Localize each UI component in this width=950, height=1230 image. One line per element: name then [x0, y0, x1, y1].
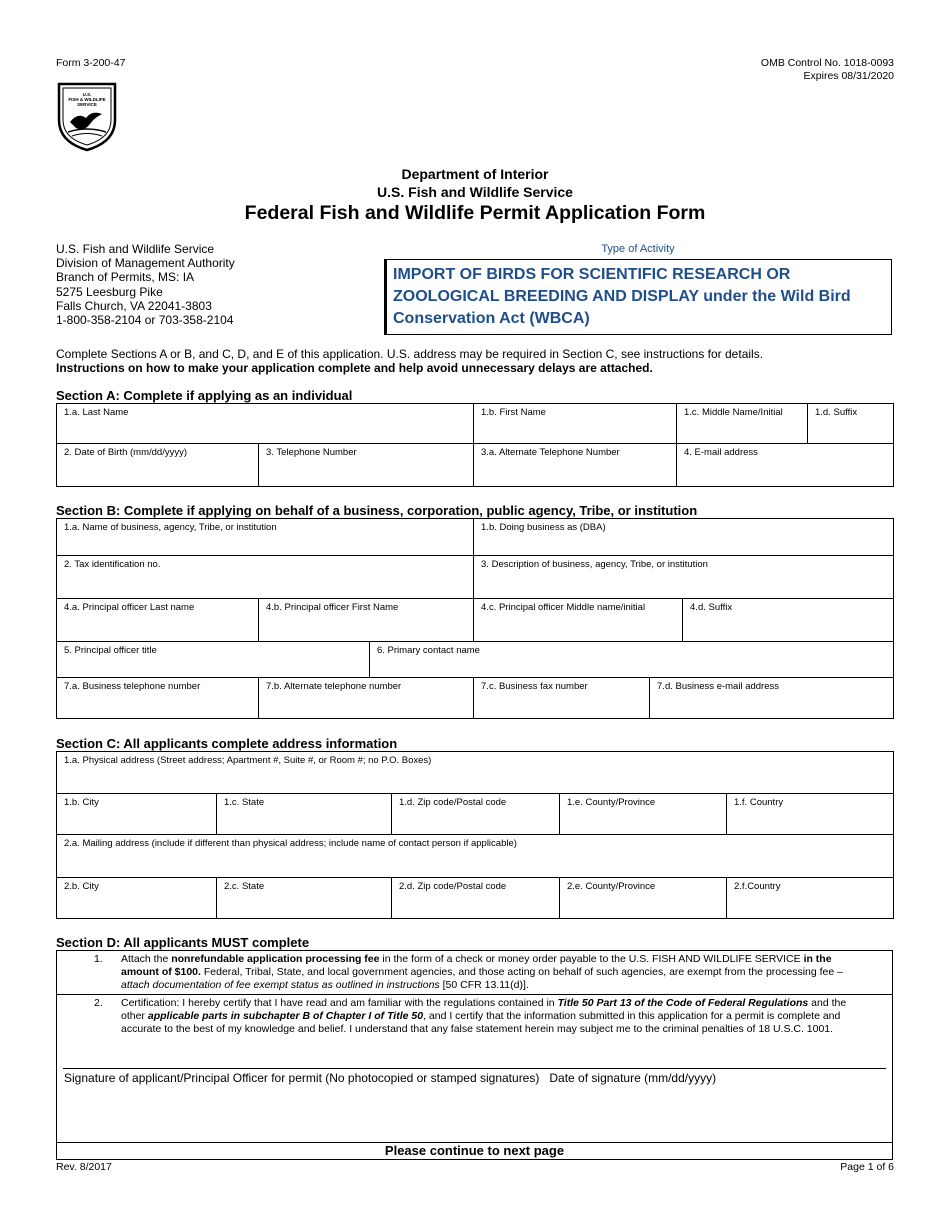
- mailing-city-field[interactable]: [57, 878, 217, 919]
- certification-text: [121, 997, 864, 1036]
- text-run: Title 50 Part 13 of the Code of Federal Regulations: [557, 997, 809, 1009]
- section-b-table: [56, 518, 894, 719]
- address-line: Division of Management Authority: [56, 256, 235, 271]
- address-line: Branch of Permits, MS: IA: [56, 270, 195, 285]
- tax-id-field[interactable]: [57, 556, 474, 599]
- county-field[interactable]: [560, 794, 727, 835]
- mailing-state-field[interactable]: [217, 878, 392, 919]
- field-label: 4.a. Principal officer Last name: [64, 602, 195, 613]
- address-line: 1-800-358-2104 or 703-358-2104: [56, 313, 234, 328]
- activity-text: [393, 264, 885, 330]
- physical-address-field[interactable]: [57, 752, 894, 794]
- address-line: Falls Church, VA 22041-3803: [56, 298, 212, 313]
- zip-field[interactable]: [392, 794, 560, 835]
- field-label: 3.a. Alternate Telephone Number: [481, 447, 620, 458]
- dob-field[interactable]: [57, 444, 259, 487]
- business-alt-phone-field[interactable]: [259, 678, 474, 719]
- svg-text:SERVICE: SERVICE: [77, 102, 97, 107]
- text-run: in the form of a check or money order payable to the U.S. FISH AND WILDLIFE SERVICE: [379, 953, 804, 965]
- alt-phone-field[interactable]: [474, 444, 677, 487]
- primary-contact-field[interactable]: [370, 642, 894, 678]
- activity-box: [384, 259, 892, 335]
- middle-name-field[interactable]: [677, 404, 808, 444]
- form-number: Form 3-200-47: [56, 57, 126, 69]
- department: Department of Interior: [401, 166, 549, 182]
- dba-field[interactable]: [474, 519, 894, 556]
- field-label: 5. Principal officer title: [64, 645, 157, 656]
- omb-control: OMB Control No. 1018-0093: [760, 57, 894, 69]
- email-field[interactable]: [677, 444, 894, 487]
- field-label: 2.f.Country: [734, 881, 781, 892]
- activity-bold: IMPORT OF BIRDS FOR SCIENTIFIC RESEARCH OR ZOOLOGICAL BREEDING AND DISPLAY: [393, 266, 791, 305]
- section-b-title: Section B: Complete if applying on behalf of a business, corporation, public agency, Tribe, or institution: [56, 503, 698, 518]
- mailing-address-field[interactable]: [57, 835, 894, 878]
- text-run: applicable parts in subchapter B of Chapter I of Title 50: [147, 1010, 424, 1022]
- field-label: 1.c. State: [224, 797, 265, 808]
- intro-instructions: Instructions on how to make your application complete and help avoid unnecessary delays are attached.: [56, 361, 653, 375]
- continue-note: Please continue to next page: [384, 1143, 565, 1158]
- field-label: 4.b. Principal officer First Name: [266, 602, 399, 613]
- state-field[interactable]: [217, 794, 392, 835]
- mailing-address-block: [56, 242, 235, 327]
- field-label: 7.a. Business telephone number: [64, 681, 201, 692]
- address-line: 5275 Leesburg Pike: [56, 284, 163, 299]
- item-number: 1.: [94, 953, 103, 965]
- mailing-zip-field[interactable]: [392, 878, 560, 919]
- field-label: 1.d. Zip code/Postal code: [399, 797, 507, 808]
- city-field[interactable]: [57, 794, 217, 835]
- revision: Rev. 8/2017: [56, 1161, 112, 1173]
- section-a-table: [56, 403, 894, 487]
- field-label: 2. Date of Birth (mm/dd/yyyy): [64, 447, 188, 458]
- business-phone-field[interactable]: [57, 678, 259, 719]
- signature-area[interactable]: [64, 1071, 716, 1085]
- mailing-county-field[interactable]: [560, 878, 727, 919]
- section-d-title: Section D: All applicants MUST complete: [56, 935, 310, 950]
- form-title: Federal Fish and Wildlife Permit Application Form: [244, 202, 706, 224]
- field-label: 3. Telephone Number: [266, 447, 357, 458]
- text-run: [50 CFR 13.11(d)].: [439, 979, 529, 991]
- officer-suffix-field[interactable]: [683, 599, 894, 642]
- fee-item: [56, 950, 893, 995]
- fws-seal-icon: [56, 80, 118, 152]
- field-label: 2.b. City: [64, 881, 99, 892]
- field-label: 4.d. Suffix: [690, 602, 733, 613]
- field-label: 4.c. Principal officer Middle name/initial: [481, 602, 646, 613]
- suffix-field[interactable]: [808, 404, 894, 444]
- field-label: 1.c. Middle Name/Initial: [684, 407, 783, 418]
- svg-text:FISH & WILDLIFE: FISH & WILDLIFE: [68, 97, 106, 102]
- field-label: 1.f. Country: [734, 797, 784, 808]
- officer-title-field[interactable]: [57, 642, 370, 678]
- text-run: nonrefundable application processing fee: [171, 953, 380, 965]
- signature-date-label: Date of signature (mm/dd/yyyy): [549, 1071, 717, 1085]
- agency: U.S. Fish and Wildlife Service: [377, 184, 573, 200]
- field-label: 6. Primary contact name: [377, 645, 480, 656]
- field-label: 1.b. First Name: [481, 407, 546, 418]
- officer-first-name-field[interactable]: [259, 599, 474, 642]
- text-run: and the other: [121, 997, 847, 1022]
- mailing-country-field[interactable]: [727, 878, 894, 919]
- intro: [56, 347, 763, 375]
- field-label: 1.a. Physical address (Street address; Apartment #, Suite #, or Room #; no P.O. Boxes): [64, 755, 432, 766]
- field-label: 2.a. Mailing address (include if different than physical address; include name of contact person if applicable): [64, 838, 517, 849]
- activity-normal: under the Wild Bird Conservation Act (WBCA): [393, 288, 851, 327]
- phone-field[interactable]: [259, 444, 474, 487]
- fee-text: [121, 953, 864, 992]
- signature-label: Signature of applicant/Principal Officer for permit (No photocopied or stamped signatures): [64, 1071, 540, 1085]
- officer-middle-name-field[interactable]: [474, 599, 683, 642]
- field-label: 2. Tax identification no.: [64, 559, 161, 570]
- address-line: U.S. Fish and Wildlife Service: [56, 242, 215, 256]
- officer-last-name-field[interactable]: [57, 599, 259, 642]
- business-description-field[interactable]: [474, 556, 894, 599]
- field-label: 1.d. Suffix: [815, 407, 858, 418]
- first-name-field[interactable]: [474, 404, 677, 444]
- text-run: , and I certify that the information submitted in this application for a permit is complete and accurate to the best of my knowledge and belief. I understand that any false statement herein may subject me to the criminal penalties of 18 U.S.C. 1001.: [121, 1010, 841, 1035]
- field-label: 7.b. Alternate telephone number: [266, 681, 402, 692]
- svg-text:U.S.: U.S.: [82, 92, 92, 97]
- omb-expires: Expires 08/31/2020: [803, 70, 894, 82]
- section-a-title: Section A: Complete if applying as an individual: [56, 388, 353, 403]
- text-run: Certification: I hereby certify that I have read and am familiar with the regulations contained in: [121, 997, 558, 1009]
- signature-line: [63, 1068, 886, 1069]
- field-label: 1.a. Name of business, agency, Tribe, or institution: [64, 522, 277, 533]
- intro-line: Complete Sections A or B, and C, D, and E of this application. U.S. address may be required in Section C, see instructions for details.: [56, 347, 764, 361]
- field-label: 2.d. Zip code/Postal code: [399, 881, 507, 892]
- field-label: 2.c. State: [224, 881, 265, 892]
- activity-label: Type of Activity: [601, 243, 675, 255]
- field-label: 4. E-mail address: [684, 447, 758, 458]
- section-c-title: Section C: All applicants complete address information: [56, 736, 398, 751]
- text-run: attach documentation of fee exempt status as outlined in instructions: [121, 979, 440, 991]
- business-email-field[interactable]: [650, 678, 894, 719]
- business-name-field[interactable]: [57, 519, 474, 556]
- field-label: 7.c. Business fax number: [481, 681, 588, 692]
- item-number: 2.: [94, 997, 103, 1009]
- certification-item: [56, 994, 893, 1160]
- text-run: Federal, Tribal, State, and local government agencies, and those acting on behalf of such agencies, are exempt from the processing fee –: [200, 966, 843, 978]
- field-label: 2.e. County/Province: [567, 881, 656, 892]
- section-c-table: [56, 751, 894, 919]
- business-fax-field[interactable]: [474, 678, 650, 719]
- field-label: 3. Description of business, agency, Tribe, or institution: [481, 559, 708, 570]
- text-run: Attach the: [121, 953, 172, 965]
- field-label: 1.b. Doing business as (DBA): [481, 522, 606, 533]
- field-label: 1.e. County/Province: [567, 797, 656, 808]
- text-run: in the amount of $100.: [121, 953, 832, 978]
- omb-info: [761, 57, 894, 83]
- field-label: 1.a. Last Name: [64, 407, 129, 418]
- field-label: 7.d. Business e-mail address: [657, 681, 779, 692]
- page-number: Page 1 of 6: [840, 1161, 894, 1173]
- country-field[interactable]: [727, 794, 894, 835]
- field-label: 1.b. City: [64, 797, 99, 808]
- last-name-field[interactable]: [57, 404, 474, 444]
